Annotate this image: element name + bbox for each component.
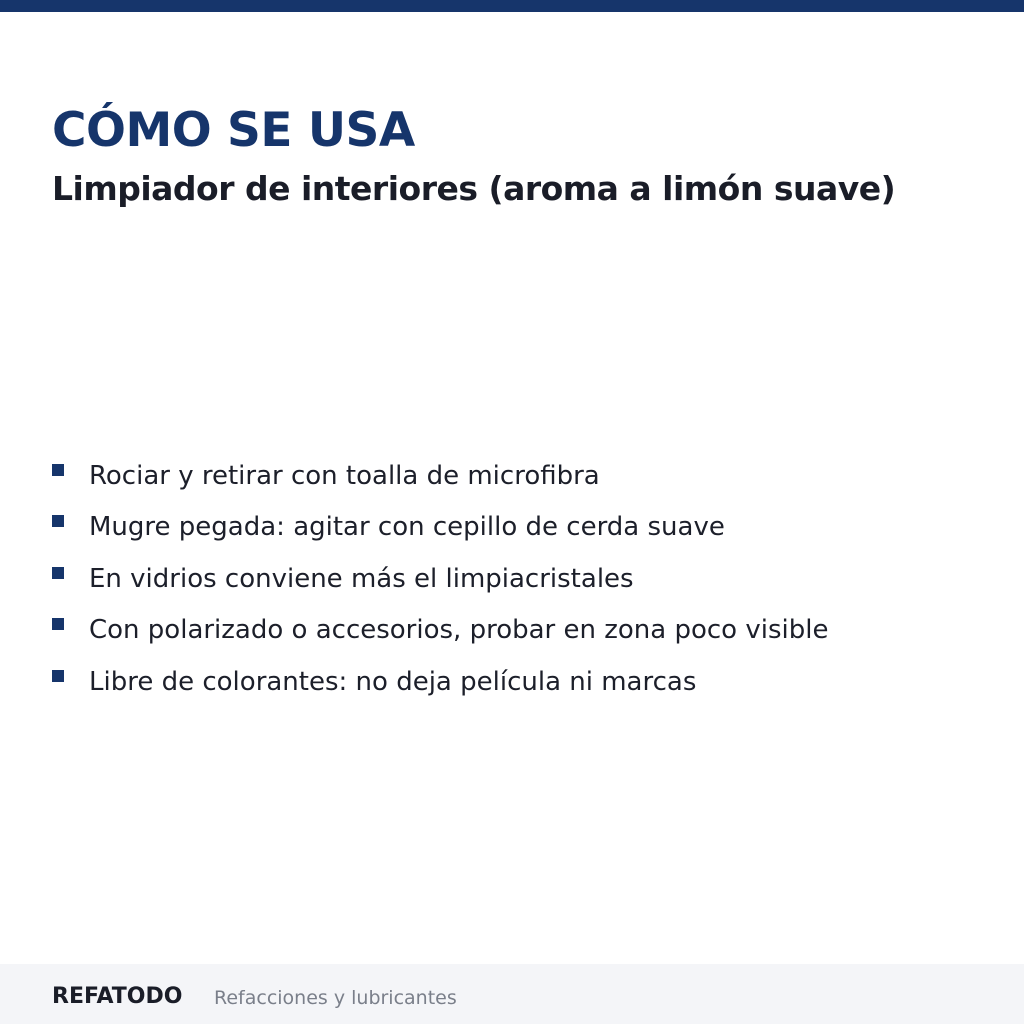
square-bullet-icon (52, 567, 64, 579)
square-bullet-icon (52, 515, 64, 527)
square-bullet-icon (52, 618, 64, 630)
page-title: CÓMO SE USA (52, 103, 415, 158)
list-item-text: Mugre pegada: agitar con cepillo de cerda suave (89, 512, 725, 543)
footer (0, 964, 1024, 1024)
list-item-text: Rociar y retirar con toalla de microfibra (89, 461, 600, 491)
list-item-text: En vidrios conviene más el limpiacristales (89, 563, 634, 594)
footer-tagline: Refacciones y lubricantes (214, 987, 457, 1009)
footer-brand: REFATODO (52, 984, 183, 1009)
square-bullet-icon (52, 670, 64, 682)
list-item-text: Libre de colorantes: no deja película ni marcas (89, 666, 697, 697)
list-item-text: Con polarizado o accesorios, probar en zona poco visible (89, 615, 829, 646)
top-accent-bar (0, 0, 1024, 12)
page-subtitle: Limpiador de interiores (aroma a limón suave) (52, 169, 896, 208)
square-bullet-icon (52, 464, 64, 476)
